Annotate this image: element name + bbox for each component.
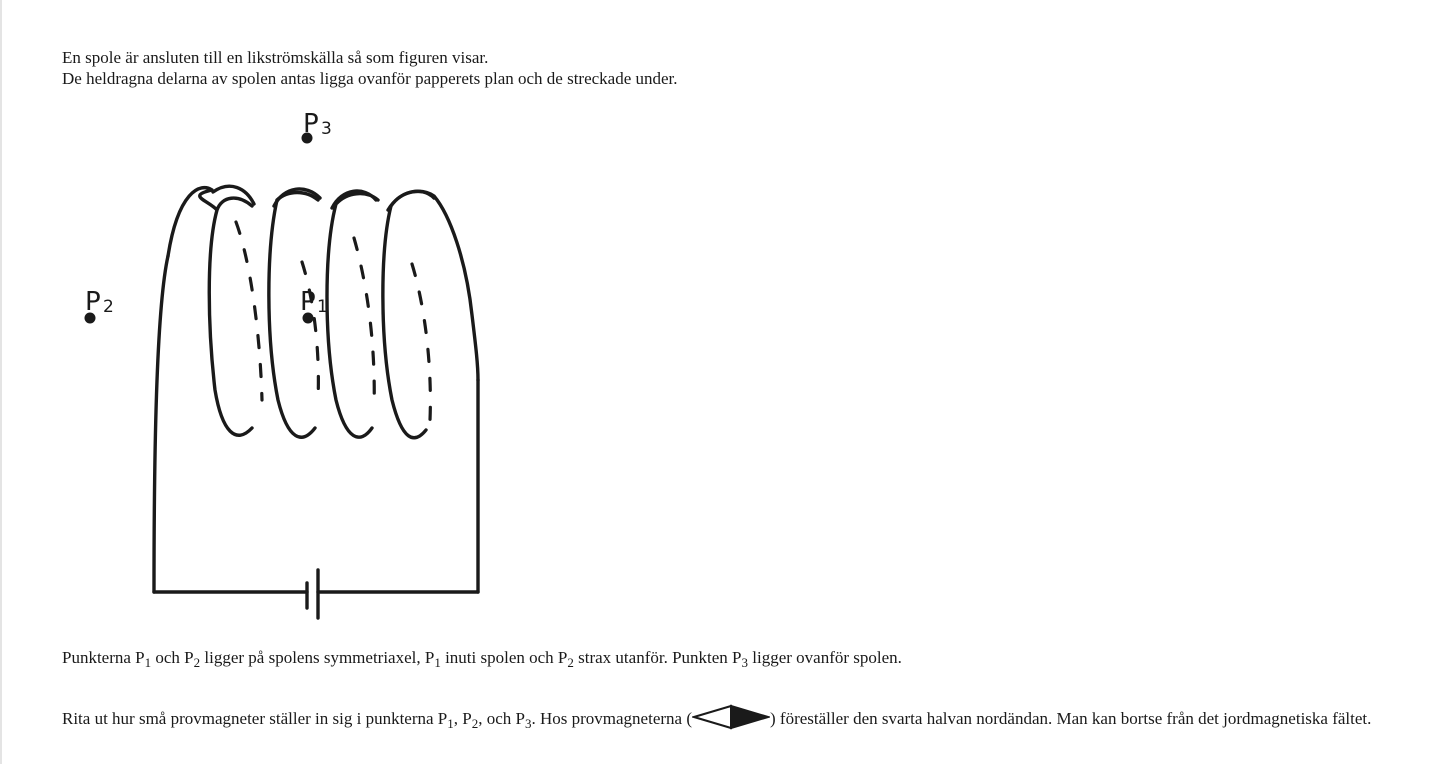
coil-back-4: [412, 264, 430, 420]
circuit-wire-left: [154, 256, 168, 592]
p1-sub-4: 2: [567, 655, 574, 670]
p2-text-2: , P: [453, 709, 472, 728]
p2-text-4: . Hos provmagneterna (: [531, 709, 692, 728]
point-p2-letter: P: [85, 287, 101, 317]
coil-front-5: [383, 191, 478, 437]
p1-text-1: Punkterna P: [62, 648, 145, 667]
p2-sub-3: 3: [524, 716, 532, 731]
coil-back-2: [302, 262, 318, 400]
p2-sub-1: 1: [447, 716, 454, 731]
p2-text-3: , och P: [478, 709, 525, 728]
coil-front-1: [168, 188, 212, 256]
point-p2: [85, 287, 114, 324]
coil-diagram: [70, 100, 500, 630]
compass-needle-icon: [692, 704, 770, 730]
page-left-border: [0, 0, 2, 764]
p2-text-5: ) föreställer den svarta halvan nordändan. Man kan bortse från det jordmagnetiska fältet.: [770, 709, 1372, 728]
intro-text: [62, 47, 678, 89]
points-description: [62, 646, 1382, 670]
intro-line-2: De heldragna delarna av spolen antas ligga ovanför papperets plan och de streckade under.: [62, 69, 678, 88]
point-p1-index: 1: [317, 297, 328, 317]
point-p3-index: 3: [321, 119, 332, 139]
point-p2-index: 2: [103, 297, 114, 317]
p1-sub-3: 1: [434, 655, 441, 670]
point-p1-letter: P: [300, 287, 316, 317]
p1-sub-1: 1: [144, 655, 152, 670]
p1-text-6: ligger ovanför spolen.: [748, 648, 902, 667]
point-p3: [302, 109, 332, 144]
p2-sub-2: 2: [471, 716, 479, 731]
p1-text-2: och P: [151, 648, 194, 667]
task-instruction: [62, 704, 1382, 731]
p1-sub-2: 2: [193, 655, 201, 670]
intro-line-1: En spole är ansluten till en likströmskälla så som figuren visar.: [62, 48, 489, 67]
coil-front-2: [200, 190, 252, 435]
p1-text-5: strax utanför. Punkten P: [573, 648, 742, 667]
coil-back-3: [354, 238, 374, 410]
p1-text-3: ligger på spolens symmetriaxel, P: [200, 648, 435, 667]
p2-text-1: Rita ut hur små provmagneter ställer in sig i punkterna P: [62, 709, 448, 728]
coil-top-4: [388, 191, 434, 210]
p1-text-4: inuti spolen och P: [440, 648, 568, 667]
coil-front-4: [327, 194, 378, 438]
coil-back-1: [236, 222, 262, 400]
point-p3-letter: P: [303, 109, 319, 139]
p1-sub-5: 3: [741, 655, 749, 670]
